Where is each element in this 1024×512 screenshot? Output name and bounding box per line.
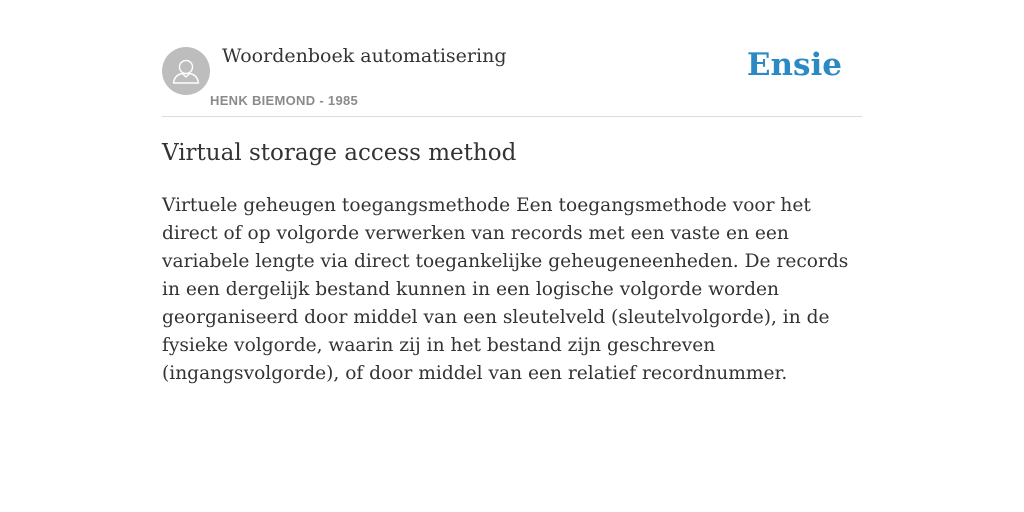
author-meta	[210, 93, 358, 108]
header	[162, 0, 862, 117]
entry-term: Virtual storage access method	[162, 140, 517, 166]
user-silhouette-icon	[162, 47, 210, 95]
author-name[interactable]: HENK BIEMOND	[210, 93, 316, 108]
author-avatar[interactable]	[162, 47, 210, 95]
publication-year: 1985	[327, 93, 359, 108]
entry-definition: Virtuele geheugen toegangsmethode Een toegangsmethode voor het direct of op volgorde verwerken van records met een vaste en een variabele lengte via direct toegankelijke geheugeneenheden. De records in een dergelijk bestand kunnen in een logische volgorde worden georganiseerd door middel van een sleutelveld (sleutelvolgorde), in de fysieke volgorde, waarin zij in het bestand zijn geschreven (ingangsvolgorde), of door middel van een relatief recordnummer.	[162, 195, 849, 384]
meta-separator: -	[319, 93, 324, 108]
book-title[interactable]: Woordenboek automatisering	[222, 45, 507, 67]
ensie-logo[interactable]: Ensie	[746, 47, 842, 83]
